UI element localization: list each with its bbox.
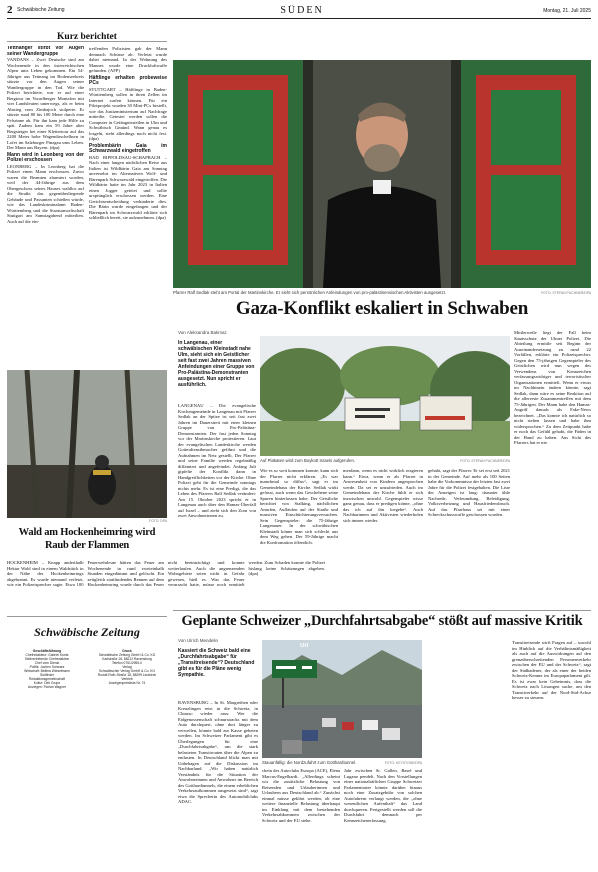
imprint-box [7,616,167,866]
swiss-byline: Von Ulrich Mendelin [178,638,219,643]
briefs-kicker: Kurz berichtet [57,32,117,40]
imprint-line: Anzeigen: Florian Wagner [28,685,66,689]
brief-text: BAD RIPPOLDSAU-SCHAPBACH – Nach einer langen nächtlichen Reise aus Italien ist Wildbärin Gaia am Sonntag unversehrt im Alternativen Wolf- und Bärenpark Schwarzwald eingetroffen. Die Wildbärin hatte im Jahr 2023 in Italien einen Jogger getötet und sollte ursprünglich erschossen werden. Eine Gerichtsentscheidung verhinderte dies. Die Bärin wurde eingefangen und der Bärenpark im Schwarzwald erklärte sich schließlich bereit, sie aufzunehmen. (dpa) [89,154,167,221]
imprint-line: Chef vom Dienst [34,661,60,665]
road-sign-text: Uri [300,643,309,649]
briefs-rule [7,41,167,42]
swiss-photo-caption: Stauanfällig: die Nordzufahrt zum Gotthardtunnel. [262,760,357,765]
section-divider [173,610,591,611]
briefs-column-1 [7,46,84,364]
page-number: 2 [7,4,13,16]
brief-title: Häftlinge erhalten probeweise PCs [89,74,167,87]
imprint-line: Vertrieb [121,677,133,681]
swiss-column-4 [427,640,507,866]
imprint-right-title: Druck [122,649,132,653]
gaza-photo [260,336,510,456]
gaza-column-2 [260,468,338,602]
imprint-line: Redaktionsgemeinschaft [28,677,66,681]
gaza-text-2: Wie es so weit kommen konnte, kann sich der Pfarrer nicht erklären. „Es war manchmal so diffus“, sagt er im Gemeindehaus der Kirche. Sedlak wirkt gefasst, auch wenn das Geschehene seine Spuren hinterlassen habe. Der Geistliche berichtet von Stalking, nächtlichen Anrufen, Aufläufen auf der Straße und massiven Einschüchterungsversuchen. Sein Gegenspieler: die 75-Jährige Langenauer. In der schwäbischen Kleinstadt könne man sich schlecht aus dem Weg gehen. Der 59-Jährige macht die Konfrontation öffentlich. [260,468,338,545]
gaza-text-3: merdann, wenn es nicht wirklich reagieren kann.“ Etwa, wenn er als Pfarrer in Anwesenheit von Kindern angesprochen werde. Da sei er unzufrieden. Auch im Gemeindehaus der Kirche fühlt er sich inzwischen unwohl. Gegenspieler wisse ganz genau, dass er predigen könne, „ohne das ich auf ihn loegehe“. Auch Nachbarinnen und Aktivisten wiederholen sich immer wieder. [343,468,423,523]
swiss-column-1 [178,700,258,866]
imprint-line: Politik: Jochen Schwarz [29,665,65,669]
imprint-line: Rudolf-Roth-Straße 18, 88299 Leutkirch [97,673,157,677]
main-photo-caption: Pfarrer Ralf Sedlak steht am Portal der Martinskirche. Er sieht sich persönlichen Anfeindungen von pro-palästinensischen Aktivisten ausgesetzt. [173,290,446,295]
swiss-photo [262,640,422,758]
section-title: SÜDEN [280,5,324,16]
swiss-text-2: chein des Autoclubs Europa (ACE), Elena Marcus-Engelhardt. „Allerdings scheint wir die zusätzliche Belastung von Reisenden und Urlauberinnen und Urlaubern aus Deutschland ab.“ Zunächst einmal müsse geklärt werden, ob eine weitere finanzielle Belastung überhaupt im Einklang mit dem bestehenden Verkehrsabkommen zwischen der Schweiz und der EU stehe. [262,768,340,823]
gaza-column-4 [428,468,510,602]
imprint-line: Karlstraße 16, 88212 Ravensburg [102,657,152,661]
imprint-line: Anzeigenpreisliste Nr. 74 [108,681,146,685]
swiss-text-4: Transitreisende wirft Fragen auf – sowohl im Hinblick auf die Verhältnismäßigkeit als auch auf die Auswirkungen auf den grenzüberschreitenden Personenverkehr zwischen der EU und der Schweiz“, sagt der Südbadener, der als einer der beiden Schweiz-Kenner im Europaparlament gilt. Es ist zwar kein Geheimnis, dass die Schweiz nach Lösungen suche, um den Transitverkehr auf der Nord-Süd-Achse besser zu steuern. [512,640,591,700]
imprint-left [9,649,85,859]
imprint-line: Verlag [122,665,132,669]
gaza-photo-credit: FOTO: STEFAN PUCHNER/DPA [460,459,510,463]
gaza-headline: Gaza-Konflikt eskaliert in Schwaben [235,298,529,319]
church-door-photo [173,60,591,288]
swiss-column-2 [262,768,340,866]
swiss-lead: Kassiert die Schweiz bald eine „Durchfahrtsabgabe“ für „Transitreisende“? Deutschland gibt es für die Pläne wenig Sympathie. [178,648,255,678]
briefs-kicker-box [7,26,167,40]
imprint-line: Chefredakteur: Gabriel Kords [25,653,69,657]
brief-text: VANDANS – Zwei Deutsche sind am Wochenende in den österreichischen Alpen ums Leben gekommen. Ein 54-Jähriger aus Tettnang im Bodenseekreis stürzte vor den Augen seiner Wandergruppe in den Tod. Wie die Polizei berichtete, war er auf einer Bergtour im Vorarlberger Montafon mit vier Landsleuten unterwegs, als er beim Abstieg vom Zimbajoch stolperte. Er stürzte rund 80 bis 100 Meter durch eine Felsrinne ab. Für ihn kam jede Hilfe zu spät. Zudem kam ein 59 Jahre alter Bergsteiger bei einer Klettertour auf das 2200 Meter hohe Wagendirschelhorn in Lofer im Salzburger Pinzgau ums Leben. Der Mann aus Bayern. (dpa) [7,57,84,151]
gaza-text-5: Mittlerweile liegt der Fall beim Staatsschutz der Ulmer Polizei. Die Abteilung ermittle seit Beginn der Auseinandersetzung zu rund 22 Vorfällen, erklärte ein Polizeisprecher. Gegen den 75-jährigen Gegenspieler des Geistlichen wird nun wegen des Verwendens von Kennzeichen verfassungswidriger und terroristischer Organisationen ermittelt. Wenn er etwas im Nachhinein ändern könnte, sagt Sedlak, dann wäre es seine Reaktion auf die allererste Zusammentreffen mit dem 75-Jährigen. Der Mann habe den Hamas-Angriff damals als Fake-News bezeichnet. „Das konnte ich natürlich so nicht stehen lassen und habe ihm widersprochen.“ Zu dem Zeitpunkt habe er noch das Gefühl gehabt, die Fäden in der Hand zu haben. Aus Sicht des Pfarrers hat er nie. [514,330,591,445]
swiss-column-5 [512,640,591,866]
imprint-line: Südfinder [39,673,55,677]
imprint-line: Telefon 0751/2955-0 [111,661,143,665]
brief-title: Problembärin Gaia im Schwarzwald eingetroffen [89,142,167,155]
forest-photo-credit: FOTO: DPA [149,519,167,523]
newspaper-name: Schwäbische Zeitung [17,7,65,13]
brief-text: LEONBERG – In Leonberg hat die Polizei einen Mann erschossen. Zuvor waren die Beamten alarmiert worden, weil der 44-Jährige aus dem Obergeschoss seines Hauses wahllos auf die Straße, das gegenüberliegende Gebäude und Passanten schießen würde, wie das Landeskriminalamt Baden-Württemberg und die Staatsanwaltschaft Stuttgart am Samstagabend mitteilten. Auch auf die ein- [7,163,84,224]
swiss-photo-credit: FOTO: KEYSTONE/DPA [384,761,422,765]
gaza-byline: Von Aleksandra Bakmaz [178,330,227,335]
forest-headline: Wald am Hockenheimring wird Raub der Flammen [18,527,156,551]
gaza-column-3 [343,468,423,602]
swiss-headline: Geplante Schweizer „Durchfahrtsabgabe“ stößt auf massive Kritik [181,613,583,629]
brief-title: Mann wird in Leonberg von der Polizei erschossen [7,151,84,164]
main-photo [173,60,591,288]
swiss-text-3: Jahr zwischen St. Gallen, Basel und Lugano pendelt. Nach den Vorstellungen einer nationalrätlichen Gruppe Schweizer Parlamentarier könnte darüber hinaus noch eine Zusatzgebühr von solchen Autofahrern verlangt werden, die „ohne wesentlichen Aufenthalt“ das Land durchqueren. Festgestellt werden soll die Durchfahrt demnach per Kennzeichenerfassung. [344,768,422,823]
page-header [7,4,591,18]
gaza-photo-caption: Auf Plakaten wird zum Boykott Israels aufgerufen. [260,458,356,463]
brief-text: treffenden Polizisten gab der Mann demnach Schüsse ab. Verletzt wurde dabei niemand. In der Wohnung des Mannes wurde eine Druckluftwaffe gefunden. (AFP) [89,46,167,73]
brief-title: Tettnanger stirbt vor Augen seiner Wandergruppe [7,46,84,57]
imprint-line: Schwäbischer Verlag GmbH & Co. KG [98,669,156,673]
imprint-line: Schwäbische Zeitung GmbH & Co. KG [98,653,156,657]
swiss-text-1: RAVENSBURG – In St. Margrethen oder Kreuzlingen reist in die Schweiz, in Chiasso wieder raus: Wer die Eidgenossenschaft schnurstracks mit dem Auto durchquert, ohne dort länger zu verweilen, könnte bald zur Kasse gebeten werden. Im Schweizer Parlament gibt es Überlegungen für eine „Durchfahrtsabgabe“, um die stark belasteten Transitrouten über die Alpen zu entlasten. In Deutschland blickt man mit Unbehagen auf die Diskussion im Nachbarland. „Wir haben natürlich Verständnis für die Situation der Anwohnerinnen und Anwohner im Bereich des Gotthardtunnels, die einem erheblichen Verkehrsaufkommen ausgesetzt sind“, sagt etwa die Sprecherin des Automobilclubs ADAC. [178,700,258,804]
forest-fire-photo [7,370,167,518]
gaza-lead: In Langenau, einer schwäbischen Kleinstadt nahe Ulm, sieht sich ein Geistlicher seit fast zwei Jahren massiven Anfeindungen einer Gruppe von Pro-Palästina-Demonstranten ausgesetzt. Nun spricht er ausführlich. [178,340,255,388]
imprint-line: Wirtschaft: Bettina Wieselmann [24,669,70,673]
brief-text: STUTTGART – Häftlinge in Baden-Württemberg sollen in ihren Zellen im Internet surfen können. Für ein Pilotprojekt wurden 30 Mini-PCs bestellt, wie das Justizministerium auf Nachfrage mitteilte. Getestet werden sollen die Computer in Gefängnissteilen in Ulm und Schwäbisch Gmünd. Wann genau es losgeht, steht allerdings noch nicht fest. (dpa) [89,86,167,142]
imprint-right [89,649,165,859]
gaza-column-1 [178,403,256,603]
gaza-text-4: gehabt, sagt der Pfarrer. Er sei erst seit 2021 in der Gemeinde. Auf mehr als 100 Seiten habe die Vorkommnisse der letzten fast zwei Jahre für die Polizei festgehalten. Die Liste der Anzeigen ist lang: darunter üble Nachrede, Verleumdung, Beleidigung, Volksverhetzung und Hausfriedensbruch. Auf das Pfarrhaus sei mit einer Schreckschusswaffe geschossen worden. [428,468,510,517]
gaza-column-5 [514,330,591,602]
gaza-text-1: LANGENAU – Die evangelische Kirchengemeinde in Langenau mit Pfarrer Sedlak an der Spitze ist seit fast zwei Jahren im Dauerstreit mit einer kleinen Gruppe von Pro-Palästina-Demonstranten. Der fast jeden Sonntag vor der Martinskirche protestieren. Laut der evangelischen Landeskirche werden Gottesdienstbesucher gefilmt und die Aufnahmen im Netz gestellt. Der Pfarrer und seine Familie werden regelmäßig diffamiert und angefeindet. Anfang Juli gipfelte der Konflikt dann in Handgreiflichkeiten vor der Kirche. Ohne Polizei geht für die Gemeinde sonntags nichts mehr. Es ist eine Predigt, die das Leben des Pfarrers Ralf Sedlak verändert: Am 15. Oktober 2023 spricht er in Langenau auch über den Hamas-Überfall auf Israel – und zieht sich den Zorn von zwei Anwohnerinnen zu. [178,403,256,518]
imprint-left-title: Geschäftsführung [32,649,62,653]
issue-date: Montag, 21. Juli 2025 [543,8,591,14]
briefs-column-2 [89,46,167,364]
main-photo-credit: FOTO: STEFAN PUCHNER/DPA [541,291,591,295]
imprint-logo: Schwäbische Zeitung [34,625,140,639]
swiss-column-3 [344,768,422,866]
header-rule [7,18,591,19]
forest-text: HOCKENHEIM – Knapp anderthalb Hektar Wald sind in einem Waldstück in der Nähe des Hockenheimrings abgebrannt. Es wurde niemand verletzt, wie ein Polizeisprecher sagte. Etwa 100 Feuerwehrleute hätten das Feuer am Wochenende in rund zweieinhalb Stunden eingedämmt und gelöscht. Ein zeitgleich stattfindendes Rennen auf dem Hockenheimring wurde durch das Feuer nicht beeinträchtigt und konnte weiterlaufen. Auch die angrenzenden Wohngebiete seien nicht in Gefahr gewesen, hieß es. Was das Feuer verursacht hatte, müsse noch ermittelt werden. Zum Schaden konnte die Polizei bislang keine Schätzungen abgeben. (dpa) [7,560,325,587]
imprint-line: Stellvertretende Chefredaktion [24,657,70,661]
imprint-line: Kultur: Dirk Grupe [33,681,61,685]
